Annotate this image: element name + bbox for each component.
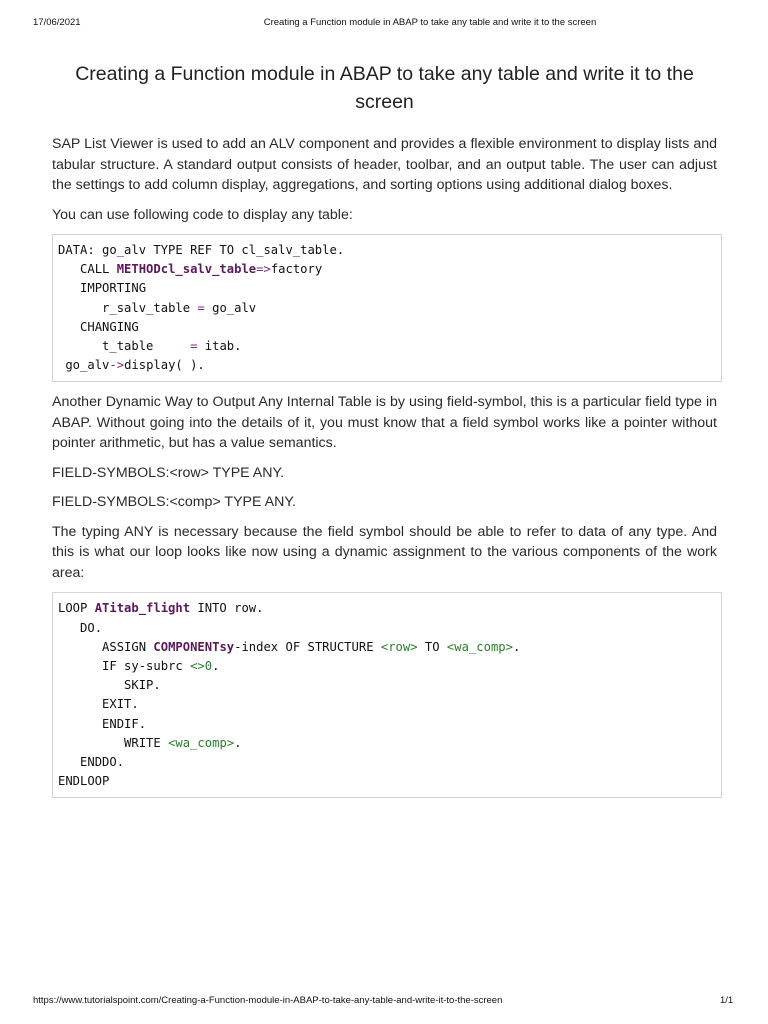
code-line: CALL METHODcl_salv_table=>factory <box>80 262 323 277</box>
code-line: IF sy-subrc <>0. <box>102 659 220 674</box>
field-symbol-paragraph: Another Dynamic Way to Output Any Internal Table is by using field-symbol, this is a particular field type in ABAP. Without going into the details of it, you must know that a field symbol works like a pointer without pointer arithmetic, but has a value semantics. <box>52 394 717 452</box>
intro-paragraph: SAP List Viewer is used to add an ALV component and provides a flexible environment to display lists and tabular structure. A standard output consists of header, toolbar, and an output table. The user can adjust the settings to add column display, aggregations, and sorting options using additional dialog boxes. <box>52 136 717 193</box>
code-line: SKIP. <box>124 678 161 693</box>
code-line: ENDLOOP <box>58 774 110 789</box>
typing-any-paragraph: The typing ANY is necessary because the field symbol should be able to refer to data of any type. And this is what our loop looks like now using a dynamic assignment to the various components of the work area: <box>52 523 717 581</box>
print-footer <box>0 995 768 1009</box>
code-line: ENDIF. <box>102 716 147 731</box>
code-line: LOOP ATitab_flight INTO row. <box>58 601 264 616</box>
code-line: t_table = itab. <box>102 339 242 354</box>
field-symbols-row-line: FIELD-SYMBOLS:<row> TYPE ANY. <box>52 464 285 481</box>
code-line: ASSIGN COMPONENTsy-index OF STRUCTURE <row> TO <wa_comp>. <box>102 639 521 654</box>
code-line: DATA: go_alv TYPE REF TO cl_salv_table. <box>58 243 345 257</box>
code-line: r_salv_table = go_alv <box>102 300 257 315</box>
code-block-alv <box>52 234 722 382</box>
code-line: ENDDO. <box>80 755 125 770</box>
page-title: Creating a Function module in ABAP to take any table and write it to the screen <box>75 63 694 113</box>
article <box>52 60 717 808</box>
print-header-title: Creating a Function module in ABAP to take any table and write it to the screen <box>263 17 597 28</box>
print-date: 17/06/2021 <box>33 17 81 28</box>
code-line: CHANGING <box>80 319 139 334</box>
page-number: 1/1 <box>720 995 734 1006</box>
code-line: DO. <box>80 620 103 635</box>
code-line: WRITE <wa_comp>. <box>124 735 242 750</box>
code-intro-paragraph: You can use following code to display any table: <box>52 206 353 223</box>
field-symbols-comp-line: FIELD-SYMBOLS:<comp> TYPE ANY. <box>52 494 296 511</box>
code-line: IMPORTING <box>80 281 147 296</box>
code-block-loop <box>52 592 722 798</box>
code-line: EXIT. <box>102 697 139 712</box>
source-url: https://www.tutorialspoint.com/Creating-a-Function-module-in-ABAP-to-take-any-table-and-write-it-to-the-screen <box>33 995 503 1006</box>
print-header <box>0 17 768 31</box>
code-line: go_alv->display( ). <box>65 358 205 373</box>
